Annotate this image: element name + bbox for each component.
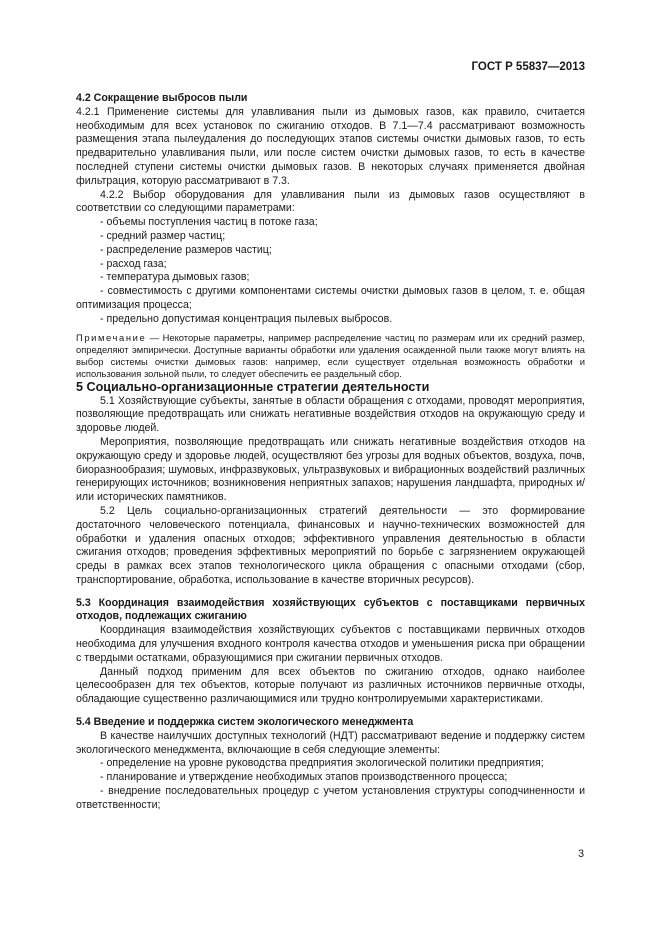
- list-item: - определение на уровне руководства предприятия экологической политики предприятия;: [100, 757, 544, 770]
- note: [76, 332, 585, 381]
- list-item: - распределение размеров частиц;: [100, 243, 272, 256]
- list-item: - температура дымовых газов;: [100, 271, 250, 284]
- paragraph-5-4-1: В качестве наилучших доступных технологий (НДТ) рассматривают ведение и поддержку систем экологического менеджмента, включающие в себя следующие элементы:: [76, 729, 585, 756]
- page-content: [76, 92, 585, 813]
- section-heading-5: 5 Социально-организационные стратегии деятельности: [76, 379, 430, 394]
- paragraph-4-2-1: 4.2.1 Применение системы для улавливания пыли из дымовых газов, как правило, считается необходимым для всех установок по сжиганию отходов. В 7.1—7.4 рассматривают возможность размещения этапа пылеудаления до последующих этапов системы очистки дымовых газов, то есть предварительно улавливания пыли, или после систем очистки дымовых газов, то есть в качестве последней ступени системы очистки дымовых газов. В некоторых случаях применяется двойная фильтрация, которую рассматривают в 7.3.: [76, 105, 585, 187]
- paragraph-5-2: 5.2 Цель социально-организационных стратегий деятельности — это формирование достаточного человеческого потенциала, финансовых и научно-технических возможностей для обработки и удаления опасных отходов; эффективного управления деятельностью в области сжигания отходов; проведения эффективных мероприятий по борьбе с загрязнением окружающей среды в рамках всех этапов технологического цикла обращения с опасными отходами (сбор, транспортирование, обработка, использование в качестве вторичных ресурсов).: [76, 504, 585, 586]
- paragraph-4-2-2: 4.2.2 Выбор оборудования для улавливания пыли из дымовых газов осуществляют в соответствии со следующими параметрами:: [76, 188, 585, 215]
- list-item: - совместимость с другими компонентами системы очистки дымовых газов в целом, т. е. общая оптимизация процесса;: [76, 285, 585, 311]
- document-code: ГОСТ Р 55837—2013: [471, 61, 585, 73]
- note-text: — Некоторые параметры, например распределение частиц по размерам или их средний размер, определяют эмпирически. Доступные варианты обработки или удаления осажденной пыли также могут влиять на выбор системы очистки дымовых газов: например, если существует отдельная возможность обработки и использования зольной пыли, то следует обеспечить ее раздельный сбор.: [76, 331, 585, 380]
- parameters-list: [76, 216, 585, 326]
- list-item: - внедрение последовательных процедур с учетом установления структуры соподчиненности и ответственности;: [76, 785, 585, 811]
- paragraph-5-1: 5.1 Хозяйствующие субъекты, занятые в области обращения с отходами, проводят мероприятия, позволяющие предотвращать или снижать негативные воздействия отходов на окружающую среду и здоровье людей.: [76, 394, 585, 435]
- list-item: - предельно допустимая концентрация пылевых выбросов.: [100, 312, 393, 325]
- note-label: Примечание: [76, 331, 147, 343]
- section-heading-4-2: 4.2 Сокращение выбросов пыли: [76, 92, 248, 104]
- section-heading-5-4: 5.4 Введение и поддержка систем экологического менеджмента: [76, 716, 414, 729]
- list-item: - планирование и утверждение необходимых этапов производственного процесса;: [100, 771, 508, 784]
- paragraph-5-1-measures: Мероприятия, позволяющие предотвращать или снижать негативные воздействия отходов на окружающую среду и здоровье людей, осуществляют без угрозы для водных объектов, воздуха, почв, биоразнообразия; шумовых, инфразвуковых, ультразвуковых и вибрационных воздействий различных генерирующих источников; возникновения неприятных запахов; нарушения ландшафта, природных и/или исторических памятников.: [76, 435, 585, 504]
- paragraph-5-3-1: Координация взаимодействия хозяйствующих субъектов с поставщиками первичных отходов необходима для улучшения входного контроля качества отходов и уменьшения риска при обращении с твердыми остатками, образующимися при сжигании первичных отходов.: [76, 624, 585, 664]
- paragraph-5-3-2: Данный подход применим для всех объектов по сжиганию отходов, однако наиболее целесообразен для тех объектов, которые получают из различных источников первичные отходы, обладающие существенно различающимися или трудно контролируемыми характеристиками.: [76, 665, 585, 706]
- page-number: 3: [578, 848, 584, 860]
- list-item: - расход газа;: [100, 257, 167, 270]
- section-heading-5-3: 5.3 Координация взаимодействия хозяйствующих субъектов с поставщиками первичных отходов, подлежащих сжиганию: [76, 596, 585, 623]
- list-item: - средний размер частиц;: [100, 229, 226, 242]
- ems-elements-list: [76, 757, 585, 812]
- list-item: - объемы поступления частиц в потоке газа;: [100, 216, 318, 229]
